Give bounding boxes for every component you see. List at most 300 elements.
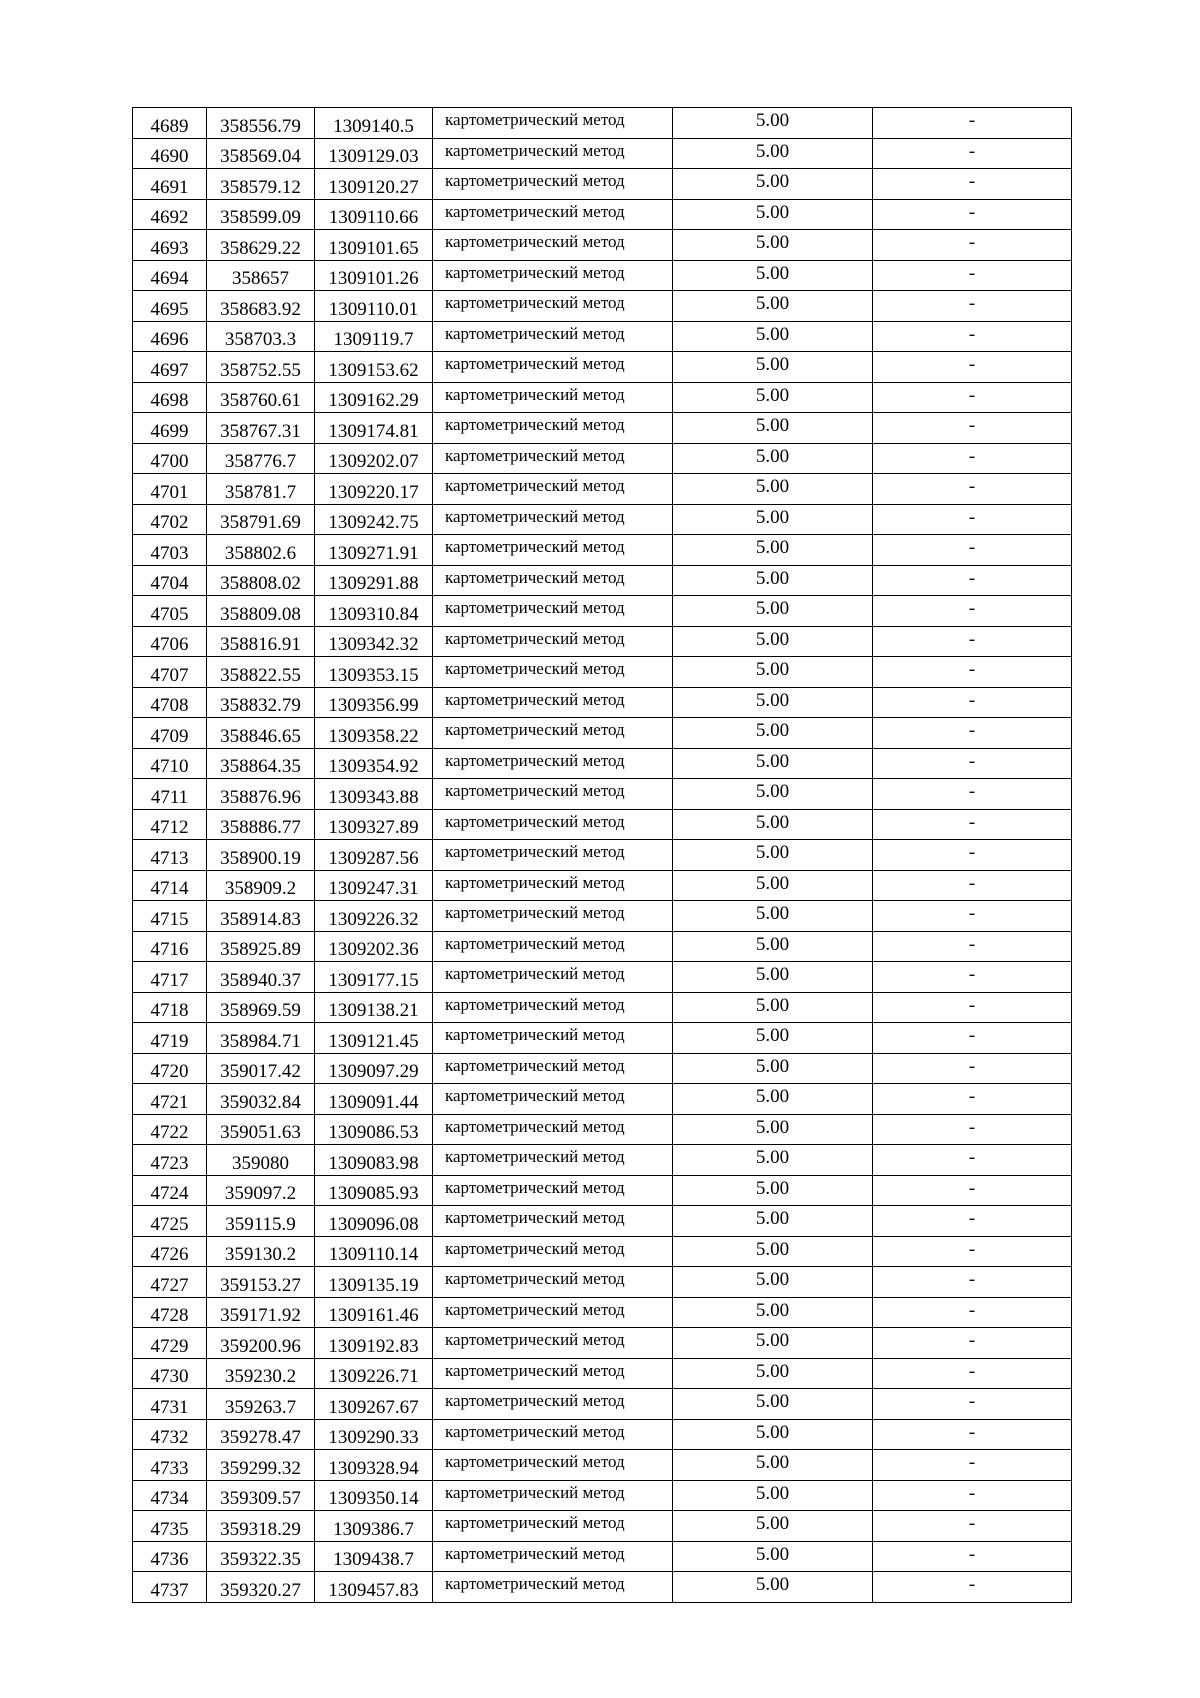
table-row — [133, 962, 1072, 993]
accuracy-cell: 5.00 — [673, 596, 873, 627]
x-coordinate-cell: 358822.55 — [207, 657, 315, 688]
point-number-cell: 4692 — [133, 199, 207, 230]
description-cell: - — [873, 1328, 1072, 1359]
table-row — [133, 870, 1072, 901]
description-cell: - — [873, 260, 1072, 291]
table-row — [133, 504, 1072, 535]
table-row — [133, 1114, 1072, 1145]
description-cell: - — [873, 779, 1072, 810]
x-coordinate-cell: 358791.69 — [207, 504, 315, 535]
method-cell: картометрический метод — [433, 962, 673, 993]
table-row — [133, 230, 1072, 261]
point-number-cell: 4698 — [133, 382, 207, 413]
accuracy-cell: 5.00 — [673, 1328, 873, 1359]
y-coordinate-cell: 1309386.7 — [315, 1511, 433, 1542]
y-coordinate-cell: 1309271.91 — [315, 535, 433, 566]
y-coordinate-cell: 1309177.15 — [315, 962, 433, 993]
y-coordinate-cell: 1309121.45 — [315, 1023, 433, 1054]
table-row — [133, 108, 1072, 139]
table-row — [133, 1206, 1072, 1237]
accuracy-cell: 5.00 — [673, 901, 873, 932]
method-cell: картометрический метод — [433, 321, 673, 352]
description-cell: - — [873, 1511, 1072, 1542]
x-coordinate-cell: 358886.77 — [207, 809, 315, 840]
method-cell: картометрический метод — [433, 1053, 673, 1084]
y-coordinate-cell: 1309358.22 — [315, 718, 433, 749]
table-row — [133, 199, 1072, 230]
accuracy-cell: 5.00 — [673, 1572, 873, 1603]
point-number-cell: 4731 — [133, 1389, 207, 1420]
x-coordinate-cell: 358876.96 — [207, 779, 315, 810]
point-number-cell: 4713 — [133, 840, 207, 871]
point-number-cell: 4715 — [133, 901, 207, 932]
y-coordinate-cell: 1309110.01 — [315, 291, 433, 322]
description-cell: - — [873, 748, 1072, 779]
description-cell: - — [873, 1480, 1072, 1511]
x-coordinate-cell: 358900.19 — [207, 840, 315, 871]
y-coordinate-cell: 1309291.88 — [315, 565, 433, 596]
method-cell: картометрический метод — [433, 901, 673, 932]
y-coordinate-cell: 1309310.84 — [315, 596, 433, 627]
x-coordinate-cell: 359171.92 — [207, 1297, 315, 1328]
x-coordinate-cell: 358846.65 — [207, 718, 315, 749]
x-coordinate-cell: 359278.47 — [207, 1419, 315, 1450]
table-row — [133, 657, 1072, 688]
y-coordinate-cell: 1309162.29 — [315, 382, 433, 413]
x-coordinate-cell: 358752.55 — [207, 352, 315, 383]
method-cell: картометрический метод — [433, 596, 673, 627]
method-cell: картометрический метод — [433, 260, 673, 291]
accuracy-cell: 5.00 — [673, 718, 873, 749]
x-coordinate-cell: 358802.6 — [207, 535, 315, 566]
y-coordinate-cell: 1309242.75 — [315, 504, 433, 535]
method-cell: картометрический метод — [433, 382, 673, 413]
description-cell: - — [873, 1145, 1072, 1176]
accuracy-cell: 5.00 — [673, 840, 873, 871]
method-cell: картометрический метод — [433, 565, 673, 596]
point-number-cell: 4725 — [133, 1206, 207, 1237]
accuracy-cell: 5.00 — [673, 1389, 873, 1420]
y-coordinate-cell: 1309343.88 — [315, 779, 433, 810]
method-cell: картометрический метод — [433, 1175, 673, 1206]
accuracy-cell: 5.00 — [673, 1023, 873, 1054]
description-cell: - — [873, 809, 1072, 840]
table-row — [133, 596, 1072, 627]
accuracy-cell: 5.00 — [673, 1511, 873, 1542]
x-coordinate-cell: 359115.9 — [207, 1206, 315, 1237]
x-coordinate-cell: 358984.71 — [207, 1023, 315, 1054]
table-row — [133, 1328, 1072, 1359]
point-number-cell: 4708 — [133, 687, 207, 718]
accuracy-cell: 5.00 — [673, 1175, 873, 1206]
accuracy-cell: 5.00 — [673, 748, 873, 779]
point-number-cell: 4718 — [133, 992, 207, 1023]
description-cell: - — [873, 230, 1072, 261]
point-number-cell: 4720 — [133, 1053, 207, 1084]
accuracy-cell: 5.00 — [673, 962, 873, 993]
y-coordinate-cell: 1309120.27 — [315, 169, 433, 200]
method-cell: картометрический метод — [433, 1572, 673, 1603]
point-number-cell: 4701 — [133, 474, 207, 505]
table-row — [133, 809, 1072, 840]
description-cell: - — [873, 1084, 1072, 1115]
x-coordinate-cell: 358657 — [207, 260, 315, 291]
point-number-cell: 4722 — [133, 1114, 207, 1145]
method-cell: картометрический метод — [433, 230, 673, 261]
table-row — [133, 992, 1072, 1023]
table-row — [133, 1297, 1072, 1328]
y-coordinate-cell: 1309085.93 — [315, 1175, 433, 1206]
accuracy-cell: 5.00 — [673, 1114, 873, 1145]
table-row — [133, 474, 1072, 505]
method-cell: картометрический метод — [433, 931, 673, 962]
description-cell: - — [873, 535, 1072, 566]
x-coordinate-cell: 358599.09 — [207, 199, 315, 230]
y-coordinate-cell: 1309350.14 — [315, 1480, 433, 1511]
description-cell: - — [873, 504, 1072, 535]
accuracy-cell: 5.00 — [673, 260, 873, 291]
description-cell: - — [873, 687, 1072, 718]
description-cell: - — [873, 1267, 1072, 1298]
table-row — [133, 931, 1072, 962]
x-coordinate-cell: 359032.84 — [207, 1084, 315, 1115]
y-coordinate-cell: 1309135.19 — [315, 1267, 433, 1298]
description-cell: - — [873, 931, 1072, 962]
point-number-cell: 4727 — [133, 1267, 207, 1298]
method-cell: картометрический метод — [433, 1450, 673, 1481]
x-coordinate-cell: 358760.61 — [207, 382, 315, 413]
accuracy-cell: 5.00 — [673, 535, 873, 566]
accuracy-cell: 5.00 — [673, 565, 873, 596]
accuracy-cell: 5.00 — [673, 1358, 873, 1389]
accuracy-cell: 5.00 — [673, 779, 873, 810]
point-number-cell: 4690 — [133, 138, 207, 169]
point-number-cell: 4693 — [133, 230, 207, 261]
point-number-cell: 4691 — [133, 169, 207, 200]
description-cell: - — [873, 596, 1072, 627]
method-cell: картометрический метод — [433, 443, 673, 474]
point-number-cell: 4729 — [133, 1328, 207, 1359]
x-coordinate-cell: 358556.79 — [207, 108, 315, 139]
description-cell: - — [873, 321, 1072, 352]
y-coordinate-cell: 1309110.14 — [315, 1236, 433, 1267]
y-coordinate-cell: 1309138.21 — [315, 992, 433, 1023]
accuracy-cell: 5.00 — [673, 413, 873, 444]
y-coordinate-cell: 1309220.17 — [315, 474, 433, 505]
y-coordinate-cell: 1309287.56 — [315, 840, 433, 871]
description-cell: - — [873, 169, 1072, 200]
description-cell: - — [873, 870, 1072, 901]
method-cell: картометрический метод — [433, 1236, 673, 1267]
method-cell: картометрический метод — [433, 1511, 673, 1542]
accuracy-cell: 5.00 — [673, 1084, 873, 1115]
description-cell: - — [873, 565, 1072, 596]
point-number-cell: 4703 — [133, 535, 207, 566]
table-row — [133, 1358, 1072, 1389]
y-coordinate-cell: 1309202.36 — [315, 931, 433, 962]
x-coordinate-cell: 358816.91 — [207, 626, 315, 657]
y-coordinate-cell: 1309202.07 — [315, 443, 433, 474]
point-number-cell: 4726 — [133, 1236, 207, 1267]
method-cell: картометрический метод — [433, 199, 673, 230]
description-cell: - — [873, 1419, 1072, 1450]
y-coordinate-cell: 1309354.92 — [315, 748, 433, 779]
method-cell: картометрический метод — [433, 535, 673, 566]
y-coordinate-cell: 1309328.94 — [315, 1450, 433, 1481]
x-coordinate-cell: 359097.2 — [207, 1175, 315, 1206]
point-number-cell: 4719 — [133, 1023, 207, 1054]
y-coordinate-cell: 1309140.5 — [315, 108, 433, 139]
y-coordinate-cell: 1309247.31 — [315, 870, 433, 901]
method-cell: картометрический метод — [433, 809, 673, 840]
table-row — [133, 718, 1072, 749]
accuracy-cell: 5.00 — [673, 169, 873, 200]
accuracy-cell: 5.00 — [673, 382, 873, 413]
table-row — [133, 382, 1072, 413]
point-number-cell: 4696 — [133, 321, 207, 352]
table-row — [133, 260, 1072, 291]
table-row — [133, 1053, 1072, 1084]
x-coordinate-cell: 359318.29 — [207, 1511, 315, 1542]
accuracy-cell: 5.00 — [673, 1236, 873, 1267]
point-number-cell: 4711 — [133, 779, 207, 810]
table-row — [133, 1175, 1072, 1206]
method-cell: картометрический метод — [433, 1145, 673, 1176]
x-coordinate-cell: 358781.7 — [207, 474, 315, 505]
accuracy-cell: 5.00 — [673, 1297, 873, 1328]
point-number-cell: 4707 — [133, 657, 207, 688]
point-number-cell: 4737 — [133, 1572, 207, 1603]
table-row — [133, 1480, 1072, 1511]
point-number-cell: 4699 — [133, 413, 207, 444]
table-row — [133, 1419, 1072, 1450]
method-cell: картометрический метод — [433, 108, 673, 139]
table-row — [133, 1145, 1072, 1176]
description-cell: - — [873, 992, 1072, 1023]
description-cell: - — [873, 1572, 1072, 1603]
description-cell: - — [873, 1297, 1072, 1328]
x-coordinate-cell: 358864.35 — [207, 748, 315, 779]
description-cell: - — [873, 291, 1072, 322]
table-row — [133, 443, 1072, 474]
accuracy-cell: 5.00 — [673, 138, 873, 169]
method-cell: картометрический метод — [433, 718, 673, 749]
coordinates-table — [132, 107, 1072, 1603]
y-coordinate-cell: 1309119.7 — [315, 321, 433, 352]
method-cell: картометрический метод — [433, 992, 673, 1023]
description-cell: - — [873, 1114, 1072, 1145]
y-coordinate-cell: 1309438.7 — [315, 1541, 433, 1572]
description-cell: - — [873, 108, 1072, 139]
table-row — [133, 1572, 1072, 1603]
x-coordinate-cell: 358809.08 — [207, 596, 315, 627]
x-coordinate-cell: 358969.59 — [207, 992, 315, 1023]
x-coordinate-cell: 359051.63 — [207, 1114, 315, 1145]
accuracy-cell: 5.00 — [673, 992, 873, 1023]
method-cell: картометрический метод — [433, 1297, 673, 1328]
x-coordinate-cell: 359322.35 — [207, 1541, 315, 1572]
accuracy-cell: 5.00 — [673, 291, 873, 322]
method-cell: картометрический метод — [433, 657, 673, 688]
table-row — [133, 1236, 1072, 1267]
method-cell: картометрический метод — [433, 138, 673, 169]
x-coordinate-cell: 359017.42 — [207, 1053, 315, 1084]
description-cell: - — [873, 138, 1072, 169]
method-cell: картометрический метод — [433, 504, 673, 535]
y-coordinate-cell: 1309327.89 — [315, 809, 433, 840]
y-coordinate-cell: 1309097.29 — [315, 1053, 433, 1084]
table-row — [133, 1511, 1072, 1542]
point-number-cell: 4700 — [133, 443, 207, 474]
table-row — [133, 626, 1072, 657]
method-cell: картометрический метод — [433, 870, 673, 901]
x-coordinate-cell: 359320.27 — [207, 1572, 315, 1603]
accuracy-cell: 5.00 — [673, 504, 873, 535]
description-cell: - — [873, 382, 1072, 413]
y-coordinate-cell: 1309267.67 — [315, 1389, 433, 1420]
method-cell: картометрический метод — [433, 1541, 673, 1572]
x-coordinate-cell: 358703.3 — [207, 321, 315, 352]
y-coordinate-cell: 1309290.33 — [315, 1419, 433, 1450]
method-cell: картометрический метод — [433, 1328, 673, 1359]
y-coordinate-cell: 1309101.65 — [315, 230, 433, 261]
point-number-cell: 4705 — [133, 596, 207, 627]
description-cell: - — [873, 199, 1072, 230]
accuracy-cell: 5.00 — [673, 931, 873, 962]
table-row — [133, 535, 1072, 566]
x-coordinate-cell: 358832.79 — [207, 687, 315, 718]
description-cell: - — [873, 1023, 1072, 1054]
table-row — [133, 1267, 1072, 1298]
accuracy-cell: 5.00 — [673, 1206, 873, 1237]
description-cell: - — [873, 626, 1072, 657]
description-cell: - — [873, 962, 1072, 993]
x-coordinate-cell: 359299.32 — [207, 1450, 315, 1481]
method-cell: картометрический метод — [433, 1084, 673, 1115]
y-coordinate-cell: 1309192.83 — [315, 1328, 433, 1359]
table-row — [133, 1450, 1072, 1481]
y-coordinate-cell: 1309161.46 — [315, 1297, 433, 1328]
x-coordinate-cell: 358629.22 — [207, 230, 315, 261]
point-number-cell: 4712 — [133, 809, 207, 840]
y-coordinate-cell: 1309457.83 — [315, 1572, 433, 1603]
table-row — [133, 687, 1072, 718]
description-cell: - — [873, 718, 1072, 749]
point-number-cell: 4704 — [133, 565, 207, 596]
accuracy-cell: 5.00 — [673, 352, 873, 383]
table-row — [133, 1541, 1072, 1572]
description-cell: - — [873, 1541, 1072, 1572]
x-coordinate-cell: 358925.89 — [207, 931, 315, 962]
table-row — [133, 291, 1072, 322]
point-number-cell: 4694 — [133, 260, 207, 291]
point-number-cell: 4736 — [133, 1541, 207, 1572]
y-coordinate-cell: 1309086.53 — [315, 1114, 433, 1145]
method-cell: картометрический метод — [433, 1389, 673, 1420]
table-row — [133, 901, 1072, 932]
method-cell: картометрический метод — [433, 840, 673, 871]
accuracy-cell: 5.00 — [673, 321, 873, 352]
description-cell: - — [873, 1053, 1072, 1084]
y-coordinate-cell: 1309174.81 — [315, 413, 433, 444]
description-cell: - — [873, 474, 1072, 505]
description-cell: - — [873, 1236, 1072, 1267]
method-cell: картометрический метод — [433, 1023, 673, 1054]
accuracy-cell: 5.00 — [673, 1450, 873, 1481]
method-cell: картометрический метод — [433, 1114, 673, 1145]
description-cell: - — [873, 443, 1072, 474]
point-number-cell: 4695 — [133, 291, 207, 322]
method-cell: картометрический метод — [433, 413, 673, 444]
description-cell: - — [873, 901, 1072, 932]
point-number-cell: 4709 — [133, 718, 207, 749]
y-coordinate-cell: 1309153.62 — [315, 352, 433, 383]
point-number-cell: 4706 — [133, 626, 207, 657]
accuracy-cell: 5.00 — [673, 1053, 873, 1084]
x-coordinate-cell: 358940.37 — [207, 962, 315, 993]
accuracy-cell: 5.00 — [673, 1267, 873, 1298]
x-coordinate-cell: 359263.7 — [207, 1389, 315, 1420]
x-coordinate-cell: 358909.2 — [207, 870, 315, 901]
accuracy-cell: 5.00 — [673, 687, 873, 718]
x-coordinate-cell: 359200.96 — [207, 1328, 315, 1359]
point-number-cell: 4732 — [133, 1419, 207, 1450]
method-cell: картометрический метод — [433, 1358, 673, 1389]
description-cell: - — [873, 1358, 1072, 1389]
x-coordinate-cell: 359309.57 — [207, 1480, 315, 1511]
point-number-cell: 4702 — [133, 504, 207, 535]
method-cell: картометрический метод — [433, 352, 673, 383]
method-cell: картометрический метод — [433, 687, 673, 718]
y-coordinate-cell: 1309226.71 — [315, 1358, 433, 1389]
table-row — [133, 1084, 1072, 1115]
method-cell: картометрический метод — [433, 291, 673, 322]
table-row — [133, 1023, 1072, 1054]
method-cell: картометрический метод — [433, 748, 673, 779]
table-row — [133, 565, 1072, 596]
accuracy-cell: 5.00 — [673, 230, 873, 261]
accuracy-cell: 5.00 — [673, 474, 873, 505]
description-cell: - — [873, 1206, 1072, 1237]
description-cell: - — [873, 413, 1072, 444]
table-row — [133, 1389, 1072, 1420]
accuracy-cell: 5.00 — [673, 657, 873, 688]
y-coordinate-cell: 1309226.32 — [315, 901, 433, 932]
y-coordinate-cell: 1309101.26 — [315, 260, 433, 291]
x-coordinate-cell: 358914.83 — [207, 901, 315, 932]
point-number-cell: 4730 — [133, 1358, 207, 1389]
point-number-cell: 4724 — [133, 1175, 207, 1206]
x-coordinate-cell: 358776.7 — [207, 443, 315, 474]
accuracy-cell: 5.00 — [673, 809, 873, 840]
x-coordinate-cell: 358767.31 — [207, 413, 315, 444]
description-cell: - — [873, 1389, 1072, 1420]
y-coordinate-cell: 1309096.08 — [315, 1206, 433, 1237]
x-coordinate-cell: 359153.27 — [207, 1267, 315, 1298]
description-cell: - — [873, 1175, 1072, 1206]
y-coordinate-cell: 1309110.66 — [315, 199, 433, 230]
accuracy-cell: 5.00 — [673, 1145, 873, 1176]
point-number-cell: 4733 — [133, 1450, 207, 1481]
table-row — [133, 352, 1072, 383]
method-cell: картометрический метод — [433, 1267, 673, 1298]
y-coordinate-cell: 1309353.15 — [315, 657, 433, 688]
method-cell: картометрический метод — [433, 779, 673, 810]
point-number-cell: 4716 — [133, 931, 207, 962]
y-coordinate-cell: 1309091.44 — [315, 1084, 433, 1115]
table-row — [133, 413, 1072, 444]
description-cell: - — [873, 657, 1072, 688]
